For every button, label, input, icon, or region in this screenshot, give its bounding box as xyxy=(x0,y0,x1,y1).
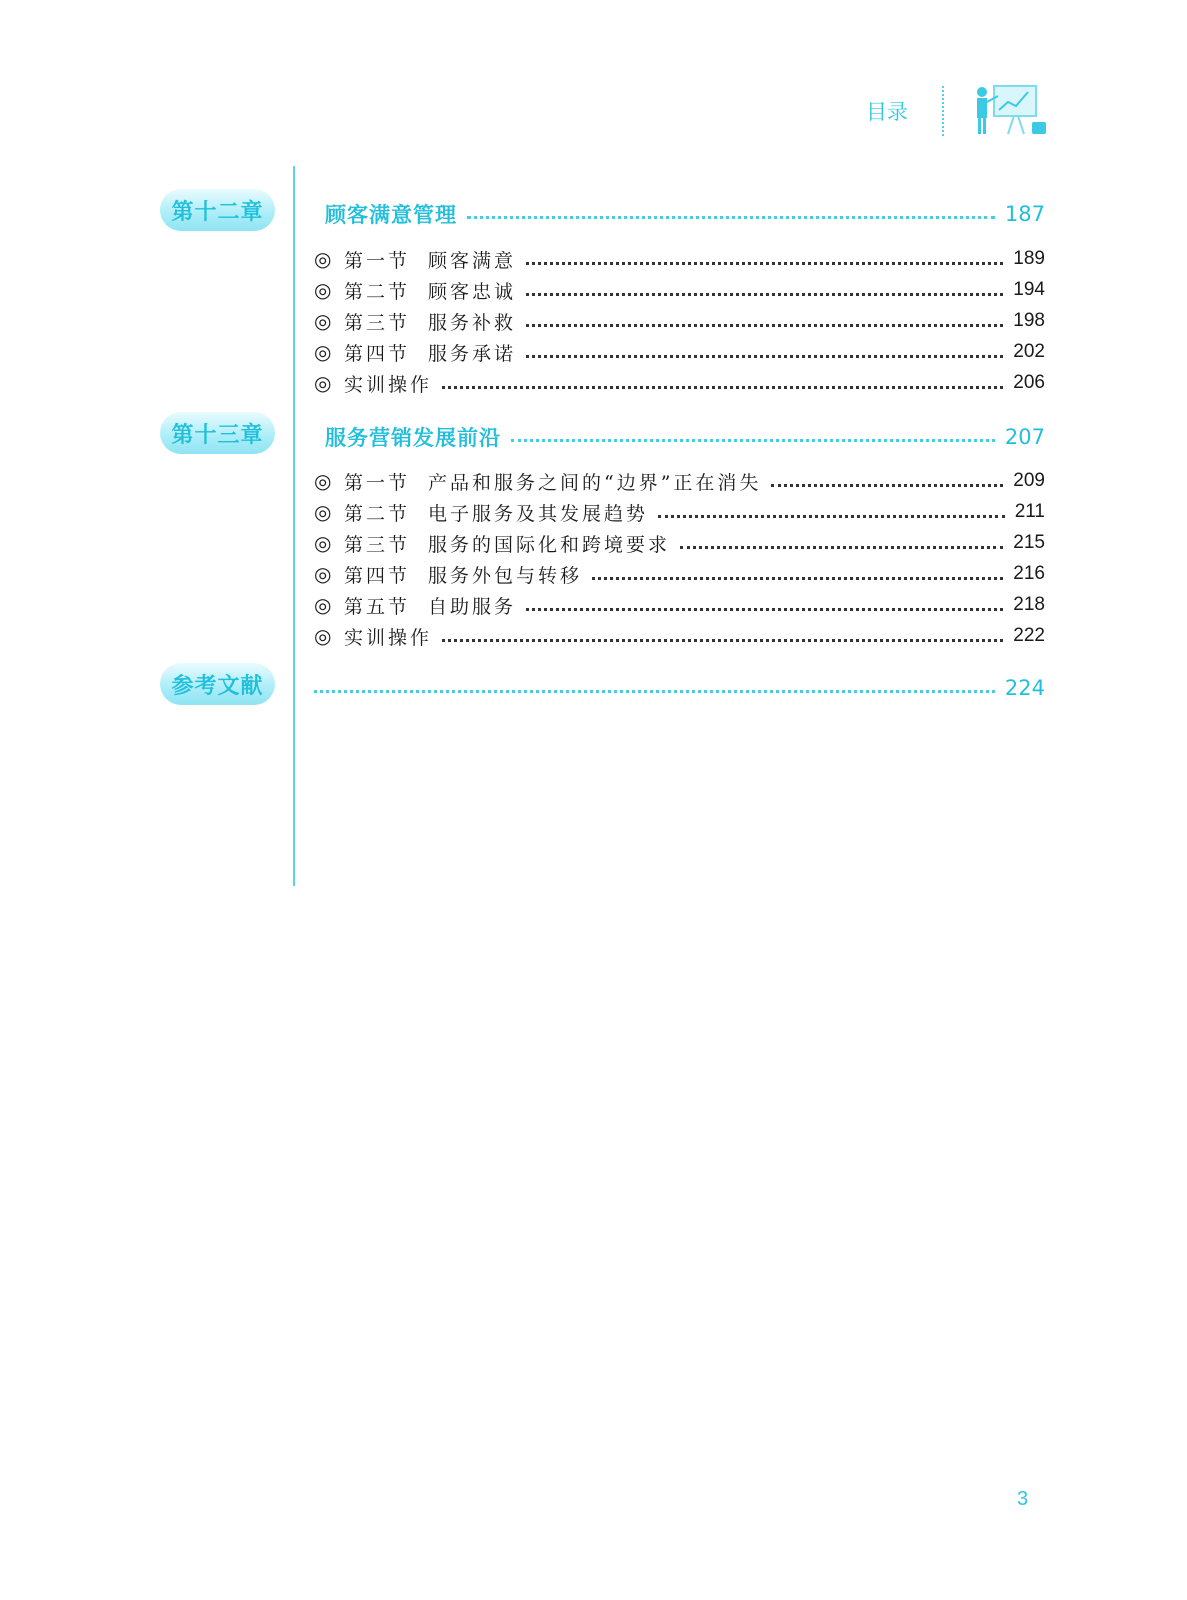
chapter-tag-label: 第十三章 xyxy=(171,422,264,448)
bullet-icon: ◎ xyxy=(314,371,332,395)
page-number: 3 xyxy=(1017,1488,1029,1510)
section-page: 216 xyxy=(1013,563,1045,584)
dot-leader xyxy=(442,386,1003,389)
bullet-icon: ◎ xyxy=(314,562,332,586)
section-entry[interactable] xyxy=(314,560,1045,588)
section-title: 实训操作 xyxy=(344,626,433,649)
section-entry[interactable] xyxy=(314,498,1045,526)
section-page: 198 xyxy=(1013,310,1045,331)
section-page: 194 xyxy=(1013,279,1045,300)
bullet-icon: ◎ xyxy=(314,309,332,333)
section-entry[interactable] xyxy=(314,591,1045,619)
section-page: 209 xyxy=(1013,470,1045,491)
bullet-icon: ◎ xyxy=(314,624,332,648)
section-number: 第五节 xyxy=(344,595,411,618)
section-title: 电子服务及其发展趋势 xyxy=(428,502,649,525)
section-page: 189 xyxy=(1013,248,1045,269)
section-title: 产品和服务之间的“边界”正在消失 xyxy=(428,471,762,494)
presenter-board-icon xyxy=(972,82,1052,140)
chapter-title: 服务营销发展前沿 xyxy=(325,426,501,450)
section-title: 服务承诺 xyxy=(428,342,517,365)
section-entry[interactable] xyxy=(314,276,1045,304)
dot-leader xyxy=(467,216,995,219)
section-number: 第三节 xyxy=(344,533,411,556)
section-number: 第一节 xyxy=(344,249,411,272)
section-entry[interactable] xyxy=(314,369,1045,397)
bullet-icon: ◎ xyxy=(314,500,332,524)
bullet-icon: ◎ xyxy=(314,278,332,302)
chapter-entry[interactable] xyxy=(314,673,1045,703)
chapter-tag-label: 参考文献 xyxy=(171,673,264,699)
dot-leader xyxy=(592,577,1003,580)
section-page: 215 xyxy=(1013,532,1045,553)
bullet-icon: ◎ xyxy=(314,469,332,493)
section-title: 顾客满意 xyxy=(428,249,517,272)
chapter-tag-label: 第十二章 xyxy=(171,199,264,225)
section-page: 218 xyxy=(1013,594,1045,615)
section-title: 服务补救 xyxy=(428,311,517,334)
dot-leader xyxy=(680,546,1003,549)
toc-vertical-rule xyxy=(293,166,295,886)
bullet-icon: ◎ xyxy=(314,531,332,555)
bullet-icon: ◎ xyxy=(314,247,332,271)
section-number: 第三节 xyxy=(344,311,411,334)
section-page: 202 xyxy=(1013,341,1045,362)
chapter-entry[interactable] xyxy=(325,199,1045,229)
section-number: 第二节 xyxy=(344,280,411,303)
section-number: 第一节 xyxy=(344,471,411,494)
section-title: 自助服务 xyxy=(428,595,517,618)
section-page: 222 xyxy=(1013,625,1045,646)
dot-leader xyxy=(658,515,1005,518)
section-entry[interactable] xyxy=(314,622,1045,650)
section-entry[interactable] xyxy=(314,467,1045,495)
bullet-icon: ◎ xyxy=(314,340,332,364)
section-entry[interactable] xyxy=(314,338,1045,366)
chapter-page: 224 xyxy=(1004,676,1045,700)
dot-leader xyxy=(526,355,1003,358)
chapter-title: 顾客满意管理 xyxy=(325,203,457,227)
dot-leader xyxy=(526,262,1003,265)
section-title: 服务的国际化和跨境要求 xyxy=(428,533,671,556)
section-title: 服务外包与转移 xyxy=(428,564,583,587)
section-number: 第四节 xyxy=(344,342,411,365)
section-page: 206 xyxy=(1013,372,1045,393)
section-entry[interactable] xyxy=(314,307,1045,335)
chapter-page: 207 xyxy=(1004,425,1045,449)
dot-leader xyxy=(771,484,1003,487)
dot-leader xyxy=(526,608,1003,611)
section-entry[interactable] xyxy=(314,245,1045,273)
section-number: 第二节 xyxy=(344,502,411,525)
section-title: 顾客忠诚 xyxy=(428,280,517,303)
chapter-entry[interactable] xyxy=(325,422,1045,452)
dot-leader xyxy=(314,690,995,693)
dot-leader xyxy=(511,439,995,442)
dot-leader xyxy=(526,324,1003,327)
dot-leader xyxy=(526,293,1003,296)
section-title: 实训操作 xyxy=(344,373,433,396)
dot-leader xyxy=(442,639,1003,642)
header-divider xyxy=(942,86,944,136)
section-entry[interactable] xyxy=(314,529,1045,557)
chapter-tag[interactable] xyxy=(160,189,275,231)
section-page: 211 xyxy=(1014,501,1045,522)
chapter-tag[interactable] xyxy=(160,663,275,705)
bullet-icon: ◎ xyxy=(314,593,332,617)
section-number: 第四节 xyxy=(344,564,411,587)
chapter-tag[interactable] xyxy=(160,412,275,454)
chapter-page: 187 xyxy=(1004,202,1045,226)
page-header xyxy=(0,0,1187,150)
header-title: 目录 xyxy=(866,100,908,124)
